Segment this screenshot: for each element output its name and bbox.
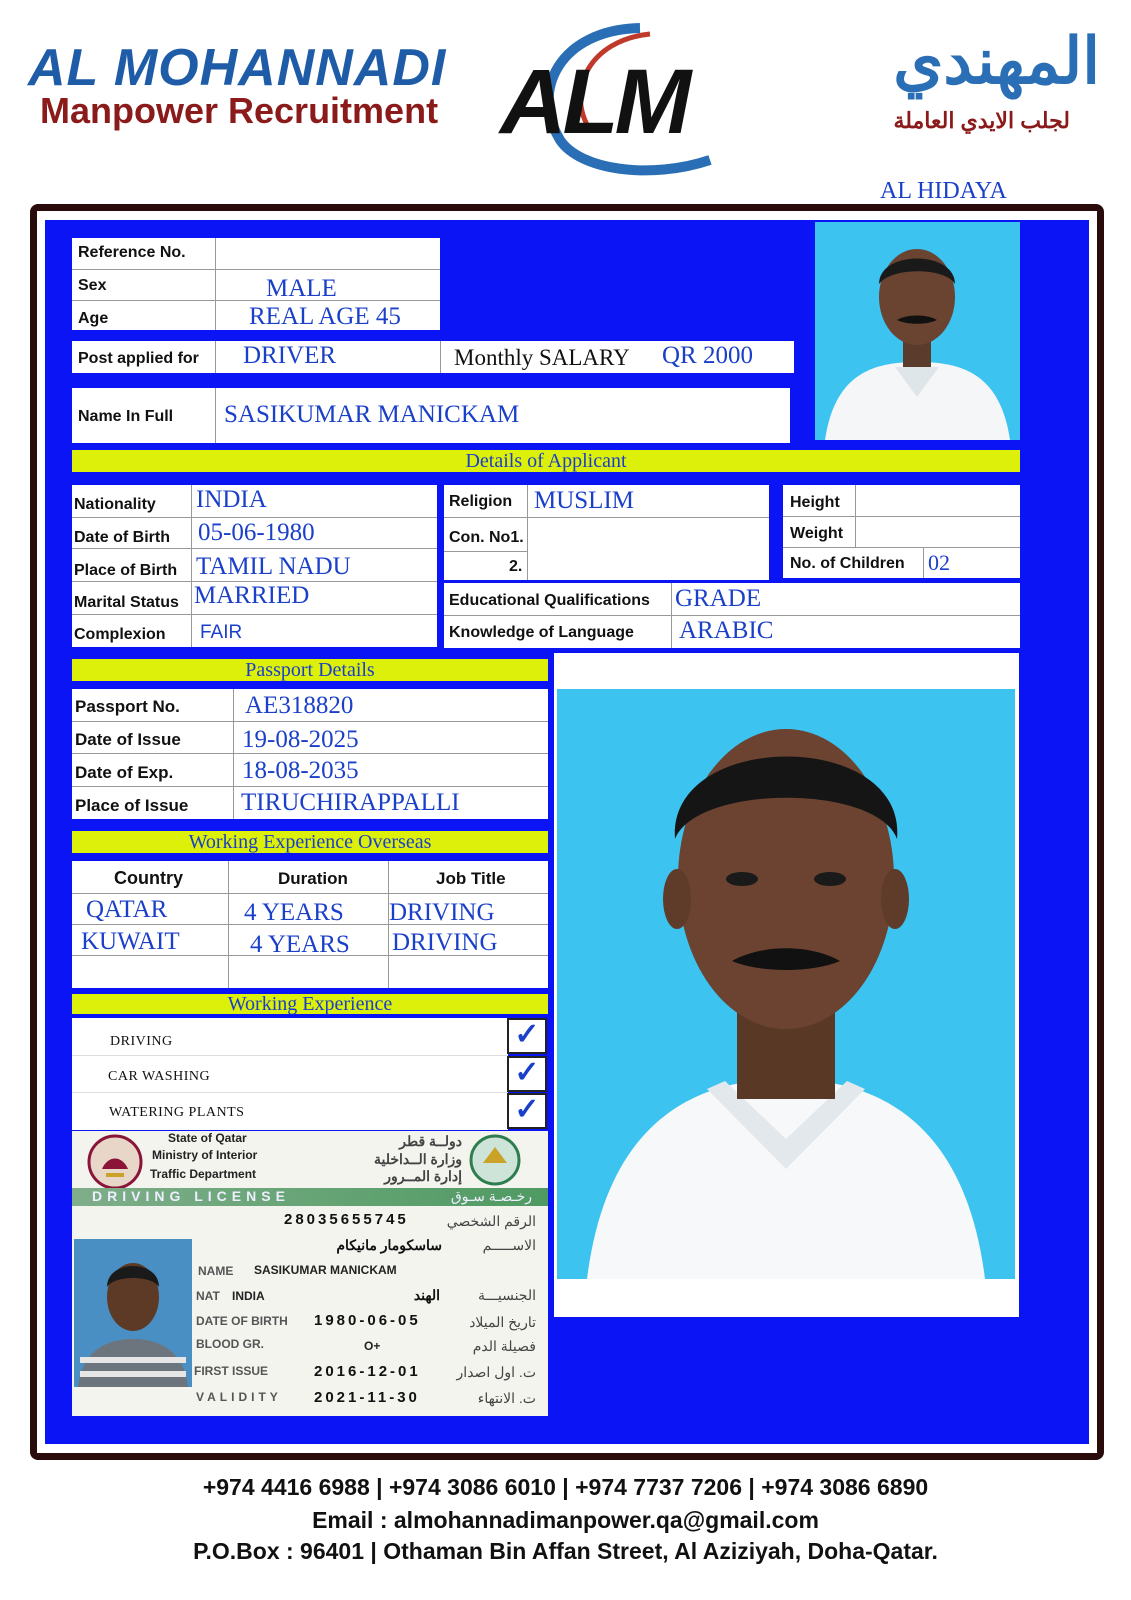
overseas-header-duration: Duration xyxy=(278,869,348,888)
applicant-photo-small xyxy=(815,222,1020,440)
dob-value: 05-06-1980 xyxy=(198,519,315,546)
license-department: Traffic Department xyxy=(150,1167,257,1181)
license-name-label: NAME xyxy=(198,1264,234,1278)
details-band: Details of Applicant xyxy=(72,450,1020,472)
post-label: Post applied for xyxy=(78,350,199,367)
children-label: No. of Children xyxy=(790,555,905,572)
age-label: Age xyxy=(78,310,109,327)
place-of-issue-label: Place of Issue xyxy=(75,796,189,815)
overseas-header-country: Country xyxy=(114,868,183,888)
arabic-tagline: لجلب الايدي العاملة xyxy=(893,108,1070,133)
education-value: GRADE xyxy=(675,585,762,612)
license-id-number: 28035655745 xyxy=(284,1211,409,1228)
experience-item: DRIVING xyxy=(110,1034,173,1049)
post-value: DRIVER xyxy=(243,342,337,369)
religion-label: Religion xyxy=(449,493,513,510)
license-validity-value: 2021-11-30 xyxy=(314,1389,420,1406)
height-label: Height xyxy=(790,494,840,511)
issue-date-label: Date of Issue xyxy=(75,730,181,749)
education-label: Educational Qualifications xyxy=(449,592,650,609)
check-icon: ✓ xyxy=(507,1093,547,1129)
marital-value: MARRIED xyxy=(194,582,310,609)
language-value: ARABIC xyxy=(679,617,774,644)
religion-value: MUSLIM xyxy=(534,487,635,514)
divider xyxy=(233,689,234,819)
passport-band: Passport Details xyxy=(72,659,548,681)
experience-item: CAR WASHING xyxy=(108,1069,211,1084)
passport-number-value: AE318820 xyxy=(245,692,354,719)
divider xyxy=(72,893,548,894)
license-ar-nat-label: الجنسيـــة xyxy=(478,1287,536,1303)
license-validity-label: VALIDITY xyxy=(196,1390,282,1404)
dob-label: Date of Birth xyxy=(74,529,170,546)
brand-name: AL MOHANNADI xyxy=(28,39,447,97)
license-blood-value: O+ xyxy=(364,1339,381,1353)
license-state: State of Qatar xyxy=(168,1131,247,1145)
divider xyxy=(444,551,527,552)
footer-email: Email : almohannadimanpower.qa@gmail.com xyxy=(312,1507,819,1533)
divider xyxy=(444,517,769,518)
footer-address: P.O.Box : 96401 | Othaman Bin Affan Street, Al Aziziyah, Doha-Qatar. xyxy=(193,1538,938,1564)
overseas-row-country: KUWAIT xyxy=(81,928,180,955)
weight-label: Weight xyxy=(790,525,844,542)
divider xyxy=(72,1055,508,1056)
license-ar-title: رخـصـة سـوق xyxy=(450,1188,532,1204)
license-first-issue-value: 2016-12-01 xyxy=(314,1363,421,1380)
divider xyxy=(440,341,441,373)
overseas-band: Working Experience Overseas xyxy=(72,831,548,853)
divider xyxy=(215,238,216,330)
person-portrait-small-icon xyxy=(815,222,1020,440)
place-of-issue-value: TIRUCHIRAPPALLI xyxy=(241,789,460,816)
qatar-emblem-icon xyxy=(84,1133,146,1191)
license-ar-id-label: الرقم الشخصي xyxy=(446,1213,536,1229)
driving-license-card xyxy=(72,1131,548,1416)
expiry-date-value: 18-08-2035 xyxy=(242,757,359,784)
complexion-label: Complexion xyxy=(74,626,166,643)
check-icon: ✓ xyxy=(507,1018,547,1054)
pob-label: Place of Birth xyxy=(74,562,178,579)
passport-number-label: Passport No. xyxy=(75,697,180,716)
salary-value: QR 2000 xyxy=(662,342,753,369)
divider xyxy=(215,388,216,443)
divider xyxy=(72,786,548,787)
divider xyxy=(72,1092,508,1093)
language-label: Knowledge of Language xyxy=(449,624,634,641)
expiry-date-label: Date of Exp. xyxy=(75,763,174,782)
divider xyxy=(527,485,528,580)
license-title: DRIVING LICENSE xyxy=(92,1188,290,1204)
nationality-label: Nationality xyxy=(74,496,156,513)
person-license-photo-icon xyxy=(74,1239,192,1387)
divider xyxy=(215,341,216,373)
overseas-header-job: Job Title xyxy=(436,869,506,888)
license-dob-label: DATE OF BIRTH xyxy=(196,1314,288,1328)
con2-label: 2. xyxy=(509,558,523,575)
issue-date-value: 19-08-2025 xyxy=(242,726,359,753)
age-value: REAL AGE 45 xyxy=(249,303,401,330)
license-ar-state: دولــة قطر xyxy=(399,1133,462,1149)
divider xyxy=(783,547,1020,548)
divider xyxy=(72,517,437,518)
license-first-issue-label: FIRST ISSUE xyxy=(194,1364,269,1378)
license-blood-label: BLOOD GR. xyxy=(196,1337,264,1351)
children-value: 02 xyxy=(928,550,950,575)
person-portrait-large-icon xyxy=(557,689,1015,1279)
license-ar-blood-label: فصيلة الدم xyxy=(472,1338,536,1354)
divider xyxy=(444,615,1020,616)
divider xyxy=(191,485,192,647)
license-photo xyxy=(74,1239,192,1387)
overseas-row-job: DRIVING xyxy=(389,899,495,926)
reference-label: Reference No. xyxy=(78,244,186,261)
license-ar-department: إدارة المــرور xyxy=(384,1168,462,1184)
experience-item: WATERING PLANTS xyxy=(109,1105,245,1120)
arabic-brand-name: المهندي xyxy=(893,25,1100,97)
divider xyxy=(923,547,924,578)
license-ar-ministry: وزارة الــداخلية xyxy=(373,1151,462,1167)
license-ar-nat-value: الهند xyxy=(413,1287,440,1303)
divider xyxy=(72,300,440,301)
salary-label: Monthly SALARY xyxy=(454,345,630,370)
sex-label: Sex xyxy=(78,277,107,294)
license-ar-validity-label: ت. الانتهاء xyxy=(477,1390,536,1406)
nationality-value: INDIA xyxy=(196,486,267,513)
license-ar-dob-label: تاريخ الميلاد xyxy=(469,1314,536,1330)
license-nat-label: NAT xyxy=(196,1289,220,1303)
con1-label: Con. No1. xyxy=(449,529,524,546)
divider xyxy=(72,269,440,270)
marital-label: Marital Status xyxy=(74,594,179,611)
license-name-value: SASIKUMAR MANICKAM xyxy=(254,1263,397,1277)
traffic-department-emblem-icon xyxy=(468,1133,522,1187)
license-ar-name-label: الاســـــم xyxy=(482,1237,536,1253)
divider xyxy=(72,614,437,615)
sex-value: MALE xyxy=(266,275,337,302)
name-label: Name In Full xyxy=(78,408,174,425)
overseas-row-country: QATAR xyxy=(86,896,168,923)
overseas-row-duration: 4 YEARS xyxy=(244,899,344,926)
overseas-row-duration: 4 YEARS xyxy=(250,931,350,958)
alm-logo: ALM xyxy=(500,51,688,153)
footer-phones: +974 4416 6988 | +974 3086 6010 | +974 7737 7206 | +974 3086 6890 xyxy=(202,1474,929,1500)
experience-band: Working Experience xyxy=(72,994,548,1014)
overseas-row-job: DRIVING xyxy=(392,929,498,956)
brand-subtitle: Manpower Recruitment xyxy=(40,90,439,131)
license-ar-name: ساسكومار مانيكام xyxy=(336,1237,442,1253)
divider xyxy=(72,548,437,549)
license-nat-value: INDIA xyxy=(232,1289,265,1303)
pob-value: TAMIL NADU xyxy=(196,553,351,580)
check-icon: ✓ xyxy=(507,1056,547,1092)
license-dob-value: 1980-06-05 xyxy=(314,1312,421,1329)
name-value: SASIKUMAR MANICKAM xyxy=(224,401,520,428)
agency-name: AL HIDAYA xyxy=(880,178,1007,204)
license-ar-first-issue-label: ت. اول اصدار xyxy=(456,1364,536,1380)
license-ministry: Ministry of Interior xyxy=(152,1148,258,1162)
divider xyxy=(72,721,548,722)
divider xyxy=(783,516,1020,517)
applicant-photo-large xyxy=(557,689,1015,1279)
complexion-value: FAIR xyxy=(200,622,243,643)
